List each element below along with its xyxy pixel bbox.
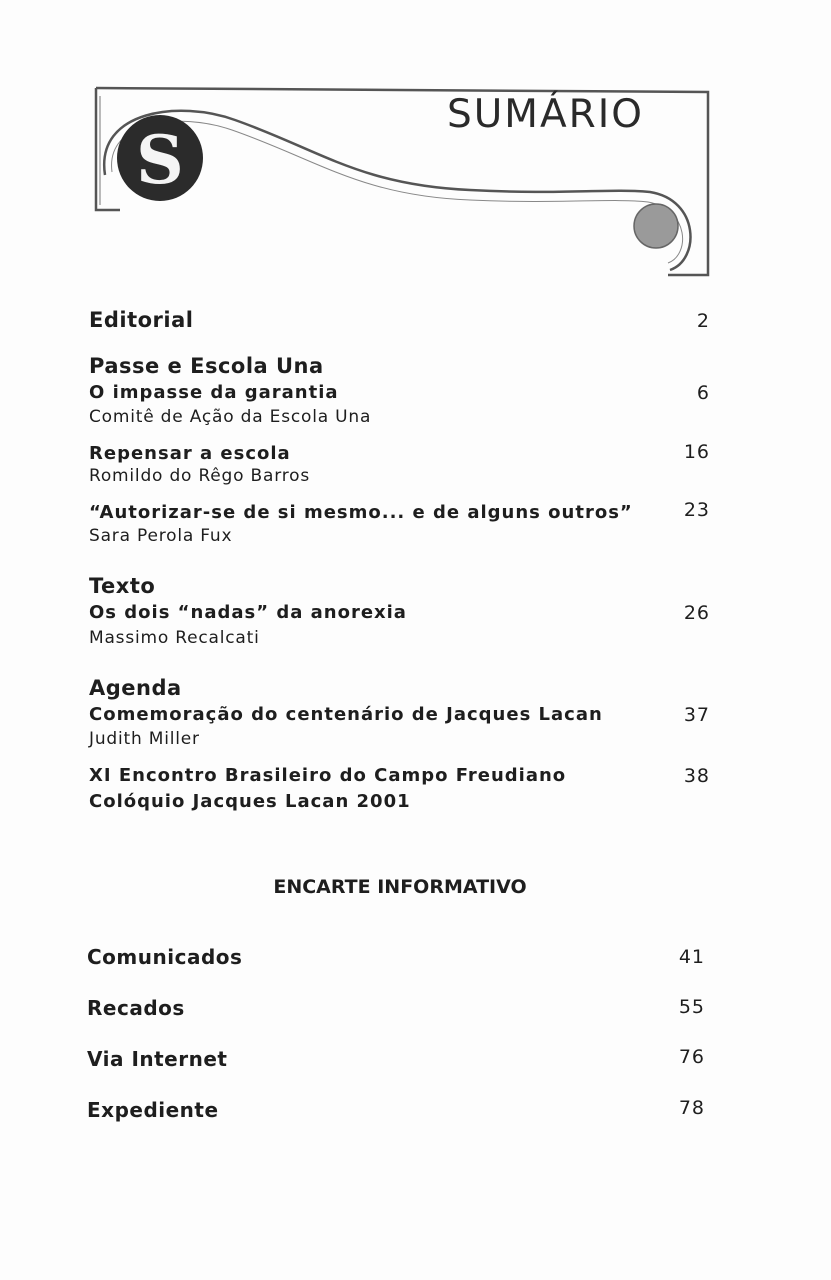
toc-item-page: 23 [683,499,710,521]
toc-item-subtitle[interactable]: Colóquio Jacques Lacan 2001 [89,791,411,812]
toc-item-page: 16 [683,441,710,463]
toc-item-page: 37 [683,704,710,726]
toc-section-agenda: Agenda [89,676,182,700]
toc-editorial-page: 2 [696,310,710,332]
toc-item-author: Sara Perola Fux [89,526,233,546]
toc-item-title[interactable]: Repensar a escola [89,443,291,464]
toc-item-title[interactable]: O impasse da garantia [89,382,339,403]
toc-item-author: Romildo do Rêgo Barros [89,466,310,486]
toc-section-texto: Texto [89,574,156,598]
toc-item-page: 6 [696,382,710,404]
encarte-item-expediente[interactable]: Expediente [87,1098,219,1122]
encarte-item-page: 55 [678,996,705,1018]
toc-item-page: 38 [683,765,710,787]
page-title: SUMÁRIO [447,92,644,137]
encarte-item-recados[interactable]: Recados [87,996,185,1020]
encarte-item-page: 41 [678,946,705,968]
toc-item-author: Judith Miller [89,729,200,749]
toc-item-author: Massimo Recalcati [89,628,260,648]
toc-item-title[interactable]: “Autorizar-se de si mesmo... e de alguns outros” [89,502,633,523]
toc-item-title[interactable]: XI Encontro Brasileiro do Campo Freudiano [89,765,567,786]
toc-section-passe: Passe e Escola Una [89,354,324,378]
encarte-item-page: 78 [678,1097,705,1119]
toc-item-title[interactable]: Os dois “nadas” da anorexia [89,602,407,623]
toc-item-author: Comitê de Ação da Escola Una [89,407,372,427]
encarte-item-page: 76 [678,1046,705,1068]
toc-editorial-title[interactable]: Editorial [89,308,194,332]
toc-item-page: 26 [683,602,710,624]
logo-letter-s: S [136,121,184,199]
encarte-item-comunicados[interactable]: Comunicados [87,945,243,969]
encarte-item-via-internet[interactable]: Via Internet [87,1047,228,1071]
toc-item-title[interactable]: Comemoração do centenário de Jacques Lacan [89,704,603,725]
encarte-heading: ENCARTE INFORMATIVO [273,876,527,898]
